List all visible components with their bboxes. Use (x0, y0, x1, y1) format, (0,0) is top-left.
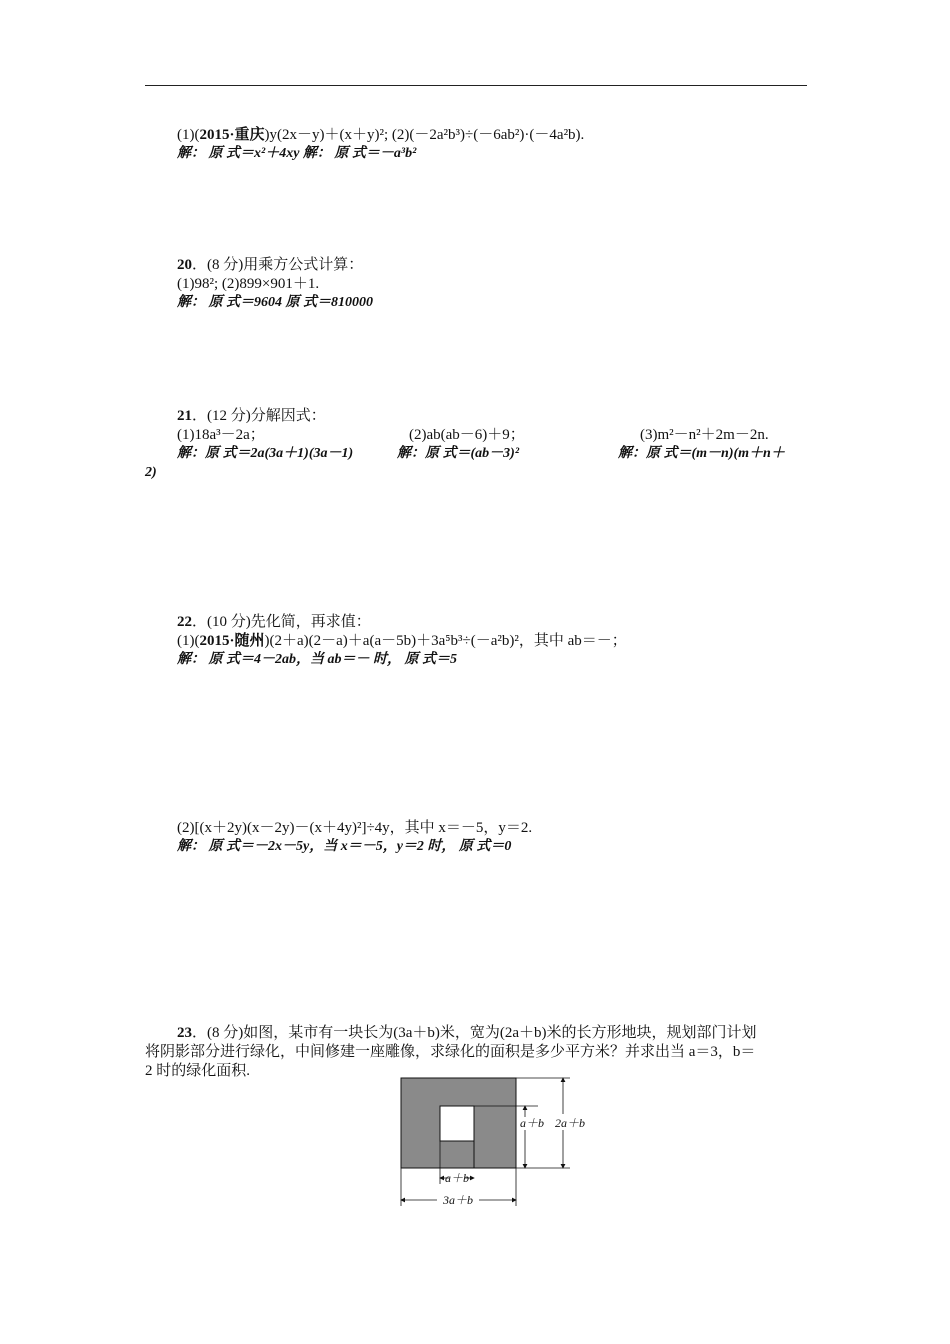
q23-text-line-2: 将阴影部分进行绿化，中间修建一座雕像，求绿化的面积是多少平方米？并求出当 a＝3，b＝ (145, 1044, 756, 1060)
q23-figure (395, 1072, 595, 1212)
q23-text-line-1: 23．(8 分)如图，某市有一块长为(3a＋b)米，宽为(2a＋b)米的长方形地块，规划部门计划 (177, 1025, 757, 1041)
q19-problems: (1)(2015·重庆)y(2x－y)＋(x＋y)²; (2)(－2a²b³)÷(－6ab²)·(－4a²b). (177, 127, 585, 143)
q21-answer-3: 解：原 式＝(m－n)(m＋n＋ (618, 446, 785, 461)
q22-problem-2: (2)[(x＋2y)(x－2y)－(x＋4y)²]÷4y，其中 x＝－5，y＝2. (177, 820, 533, 836)
q21-answer-1: 解：原 式＝2a(3a＋1)(3a－1) (177, 446, 354, 461)
statue-square (440, 1106, 474, 1141)
q22-answer-1: 解： 原 式＝4－2ab，当 ab＝－ 时， 原 式＝5 (177, 652, 457, 667)
q20-answer: 解： 原 式＝9604 原 式＝810000 (177, 295, 373, 310)
q23-number: 23 (177, 1025, 192, 1041)
q22-problem-1: (1)(2015·随州)(2＋a)(2－a)＋a(a－5b)＋3a⁵b³÷(－a²b)²，其中 ab＝－； (177, 633, 627, 649)
header-rule (145, 85, 807, 86)
q20-number: 20 (177, 257, 192, 273)
q21-answer-2: 解：原 式＝(ab－3)² (397, 446, 520, 461)
q22-heading: 22．(10 分)先化简，再求值： (177, 614, 371, 630)
q19-answer: 解： 原 式＝x²＋4xy 解： 原 式＝－a³b² (177, 146, 417, 161)
height-label: 2a＋b (554, 1116, 586, 1130)
width-label: 3a＋b (442, 1193, 474, 1207)
q21-problem-2: (2)ab(ab－6)＋9； (409, 427, 525, 443)
inner-height-label: a＋b (519, 1116, 545, 1130)
q22-answer-2: 解： 原 式＝－2x－5y，当 x＝－5，y＝2 时， 原 式＝0 (177, 839, 512, 854)
q21-answer-3-continued: 2) (145, 465, 157, 480)
q20-problems: (1)98²; (2)899×901＋1. (177, 276, 320, 292)
q23-text-line-3: 2 时的绿化面积. (145, 1063, 251, 1079)
q21-problem-3: (3)m²－n²＋2m－2n. (640, 427, 769, 443)
inner-width-label: a＋b (444, 1171, 470, 1185)
q21-problem-1: (1)18a³－2a； (177, 427, 265, 443)
q21-number: 21 (177, 408, 192, 424)
q22-number: 22 (177, 614, 192, 630)
q20-heading: 20．(8 分)用乘方公式计算： (177, 257, 364, 273)
q21-heading: 21．(12 分)分解因式： (177, 408, 326, 424)
q19-source: 2015·重庆 (199, 127, 265, 143)
q22-source: 2015·随州 (199, 633, 265, 649)
